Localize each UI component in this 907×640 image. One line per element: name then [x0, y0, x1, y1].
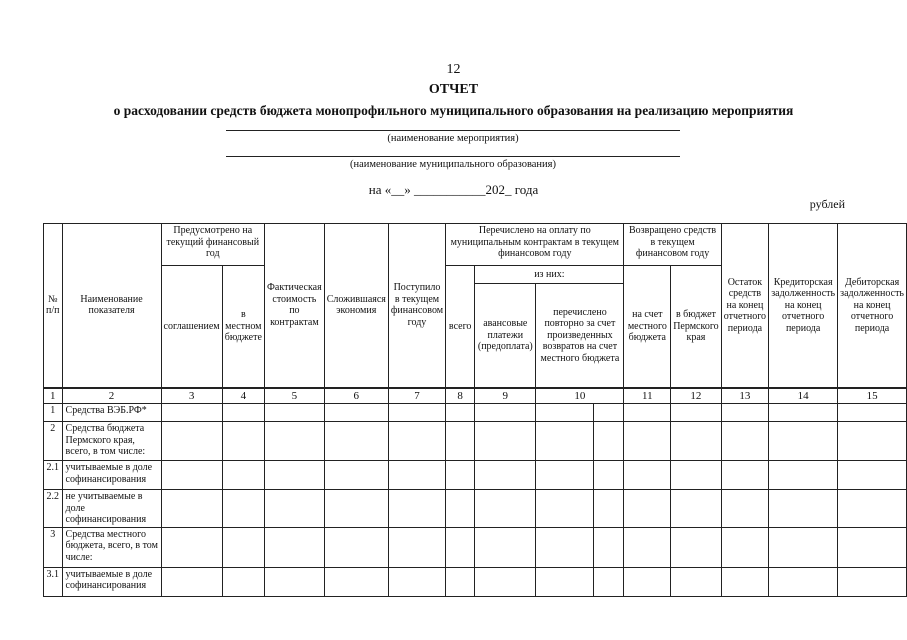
table-cell	[671, 461, 721, 490]
table-cell	[624, 422, 671, 461]
table-cell	[161, 461, 222, 490]
table-cell	[593, 404, 624, 422]
report-subtitle: о расходовании средств бюджета монопрофильного муниципального образования на реализацию мероприятия	[113, 103, 794, 118]
column-number: 8	[446, 388, 475, 404]
table-cell	[222, 422, 264, 461]
table-cell	[593, 567, 624, 596]
table-cell	[536, 404, 594, 422]
table-cell	[388, 567, 445, 596]
table-cell	[624, 527, 671, 567]
table-cell	[769, 567, 838, 596]
row-name: не учитываемые в доле софинансирования	[62, 490, 161, 528]
table-cell	[265, 527, 325, 567]
table-row	[44, 422, 907, 461]
table-cell	[721, 567, 768, 596]
table-cell	[324, 490, 388, 528]
table-cell	[161, 404, 222, 422]
column-number: 7	[388, 388, 445, 404]
row-name: Средства местного бюджета, всего, в том числе:	[62, 527, 161, 567]
table-cell	[624, 461, 671, 490]
table-cell	[769, 527, 838, 567]
table-cell	[324, 422, 388, 461]
table-cell	[671, 490, 721, 528]
table-cell	[324, 404, 388, 422]
table-row	[44, 461, 907, 490]
column-number: 6	[324, 388, 388, 404]
table-cell	[222, 567, 264, 596]
row-number: 3.1	[44, 567, 63, 596]
table-cell	[265, 404, 325, 422]
col-header-debtor: Дебиторская задолженность на конец отчетного периода	[838, 224, 907, 388]
event-name-line	[226, 130, 680, 131]
table-cell	[624, 490, 671, 528]
table-cell	[536, 461, 594, 490]
table-cell	[721, 490, 768, 528]
table-cell	[721, 422, 768, 461]
table-cell	[769, 422, 838, 461]
table-cell	[324, 527, 388, 567]
table-cell	[161, 422, 222, 461]
column-number: 2	[62, 388, 161, 404]
row-number: 2	[44, 422, 63, 461]
table-cell	[446, 527, 475, 567]
report-table	[43, 223, 907, 597]
table-cell	[475, 567, 536, 596]
group-header-returned: Возвращено средств в текущем финансовом году	[624, 224, 721, 266]
row-number: 2.1	[44, 461, 63, 490]
table-row	[44, 490, 907, 528]
col-header-total: всего	[446, 266, 475, 388]
column-number: 12	[671, 388, 721, 404]
col-header-actual-cost: Фактическая стоимость по контрактам	[265, 224, 325, 388]
row-name: Средства бюджета Пермского края, всего, в том числе:	[62, 422, 161, 461]
column-number: 1	[44, 388, 63, 404]
currency-unit: рублей	[809, 197, 845, 211]
row-name: учитываемые в доле софинансирования	[62, 461, 161, 490]
table-cell	[265, 567, 325, 596]
table-cell	[475, 490, 536, 528]
col-header-name: Наименование показателя	[62, 224, 161, 388]
table-cell	[324, 567, 388, 596]
column-number-row	[44, 388, 907, 404]
table-cell	[671, 527, 721, 567]
table-cell	[593, 422, 624, 461]
col-header-to-local: на счет местного бюджета	[624, 266, 671, 388]
col-header-balance: Остаток средств на конец отчетного периода	[721, 224, 768, 388]
row-number: 3	[44, 527, 63, 567]
col-header-no: № п/п	[44, 224, 63, 388]
col-header-agreement: соглашением	[161, 266, 222, 388]
table-cell	[536, 527, 594, 567]
table-cell	[624, 404, 671, 422]
table-cell	[475, 422, 536, 461]
table-cell	[536, 567, 594, 596]
table-cell	[536, 422, 594, 461]
group-header-transferred: Перечислено на оплату по муниципальным контрактам в текущем финансовом году	[446, 224, 624, 266]
table-cell	[388, 527, 445, 567]
table-cell	[222, 490, 264, 528]
table-cell	[838, 567, 907, 596]
group-header-planned: Предусмотрено на текущий финансовый год	[161, 224, 264, 266]
table-cell	[475, 461, 536, 490]
table-cell	[265, 461, 325, 490]
table-row	[44, 567, 907, 596]
table-row	[44, 527, 907, 567]
column-number: 10	[536, 388, 624, 404]
table-cell	[161, 567, 222, 596]
table-cell	[222, 527, 264, 567]
table-cell	[838, 404, 907, 422]
table-cell	[161, 490, 222, 528]
table-cell	[593, 490, 624, 528]
table-cell	[838, 422, 907, 461]
table-cell	[388, 490, 445, 528]
page-number: 12	[446, 62, 461, 77]
table-cell	[446, 567, 475, 596]
table-cell	[593, 461, 624, 490]
row-number: 2.2	[44, 490, 63, 528]
table-cell	[265, 490, 325, 528]
report-date-line: на «__» ___________202_ года	[368, 182, 539, 197]
table-cell	[446, 461, 475, 490]
col-header-local-budget: в местном бюджете	[222, 266, 264, 388]
column-number: 5	[265, 388, 325, 404]
municipality-name-line	[226, 156, 680, 157]
table-cell	[769, 490, 838, 528]
column-number: 3	[161, 388, 222, 404]
table-cell	[265, 422, 325, 461]
table-cell	[388, 461, 445, 490]
column-number: 13	[721, 388, 768, 404]
col-header-repeated: перечислено повторно за счет произведенных возвратов на счет местного бюджета	[536, 284, 624, 388]
table-cell	[838, 490, 907, 528]
table-cell	[838, 461, 907, 490]
municipality-name-caption: (наименование муниципального образования)	[349, 159, 557, 170]
column-number: 14	[769, 388, 838, 404]
table-cell	[161, 527, 222, 567]
column-number: 4	[222, 388, 264, 404]
col-header-savings: Сложившаяся экономия	[324, 224, 388, 388]
table-cell	[624, 567, 671, 596]
col-header-received: Поступило в текущем финансовом году	[388, 224, 445, 388]
row-name: Средства ВЭБ.РФ*	[62, 404, 161, 422]
column-number: 15	[838, 388, 907, 404]
column-number: 9	[475, 388, 536, 404]
table-cell	[446, 422, 475, 461]
table-cell	[536, 490, 594, 528]
table-cell	[324, 461, 388, 490]
table-cell	[671, 567, 721, 596]
col-header-advance: авансовые платежи (предоплата)	[475, 284, 536, 388]
col-header-creditor: Кредиторская задолженность на конец отчетного периода	[769, 224, 838, 388]
table-cell	[769, 461, 838, 490]
table-cell	[671, 404, 721, 422]
row-number: 1	[44, 404, 63, 422]
table-cell	[838, 527, 907, 567]
subgroup-header-of-which: из них:	[475, 266, 624, 284]
report-title: ОТЧЕТ	[428, 82, 479, 97]
header-row-1	[44, 224, 907, 266]
col-header-to-perm: в бюджет Пермского края	[671, 266, 721, 388]
table-cell	[475, 404, 536, 422]
table-cell	[222, 461, 264, 490]
table-cell	[721, 404, 768, 422]
table-cell	[721, 527, 768, 567]
table-cell	[222, 404, 264, 422]
table-cell	[769, 404, 838, 422]
table-cell	[593, 527, 624, 567]
table-cell	[388, 404, 445, 422]
table-cell	[671, 422, 721, 461]
table-cell	[721, 461, 768, 490]
table-cell	[446, 404, 475, 422]
event-name-caption: (наименование мероприятия)	[387, 133, 519, 144]
table-cell	[446, 490, 475, 528]
table-cell	[388, 422, 445, 461]
table-cell	[475, 527, 536, 567]
column-number: 11	[624, 388, 671, 404]
table-row	[44, 404, 907, 422]
row-name: учитываемые в доле софинансирования	[62, 567, 161, 596]
